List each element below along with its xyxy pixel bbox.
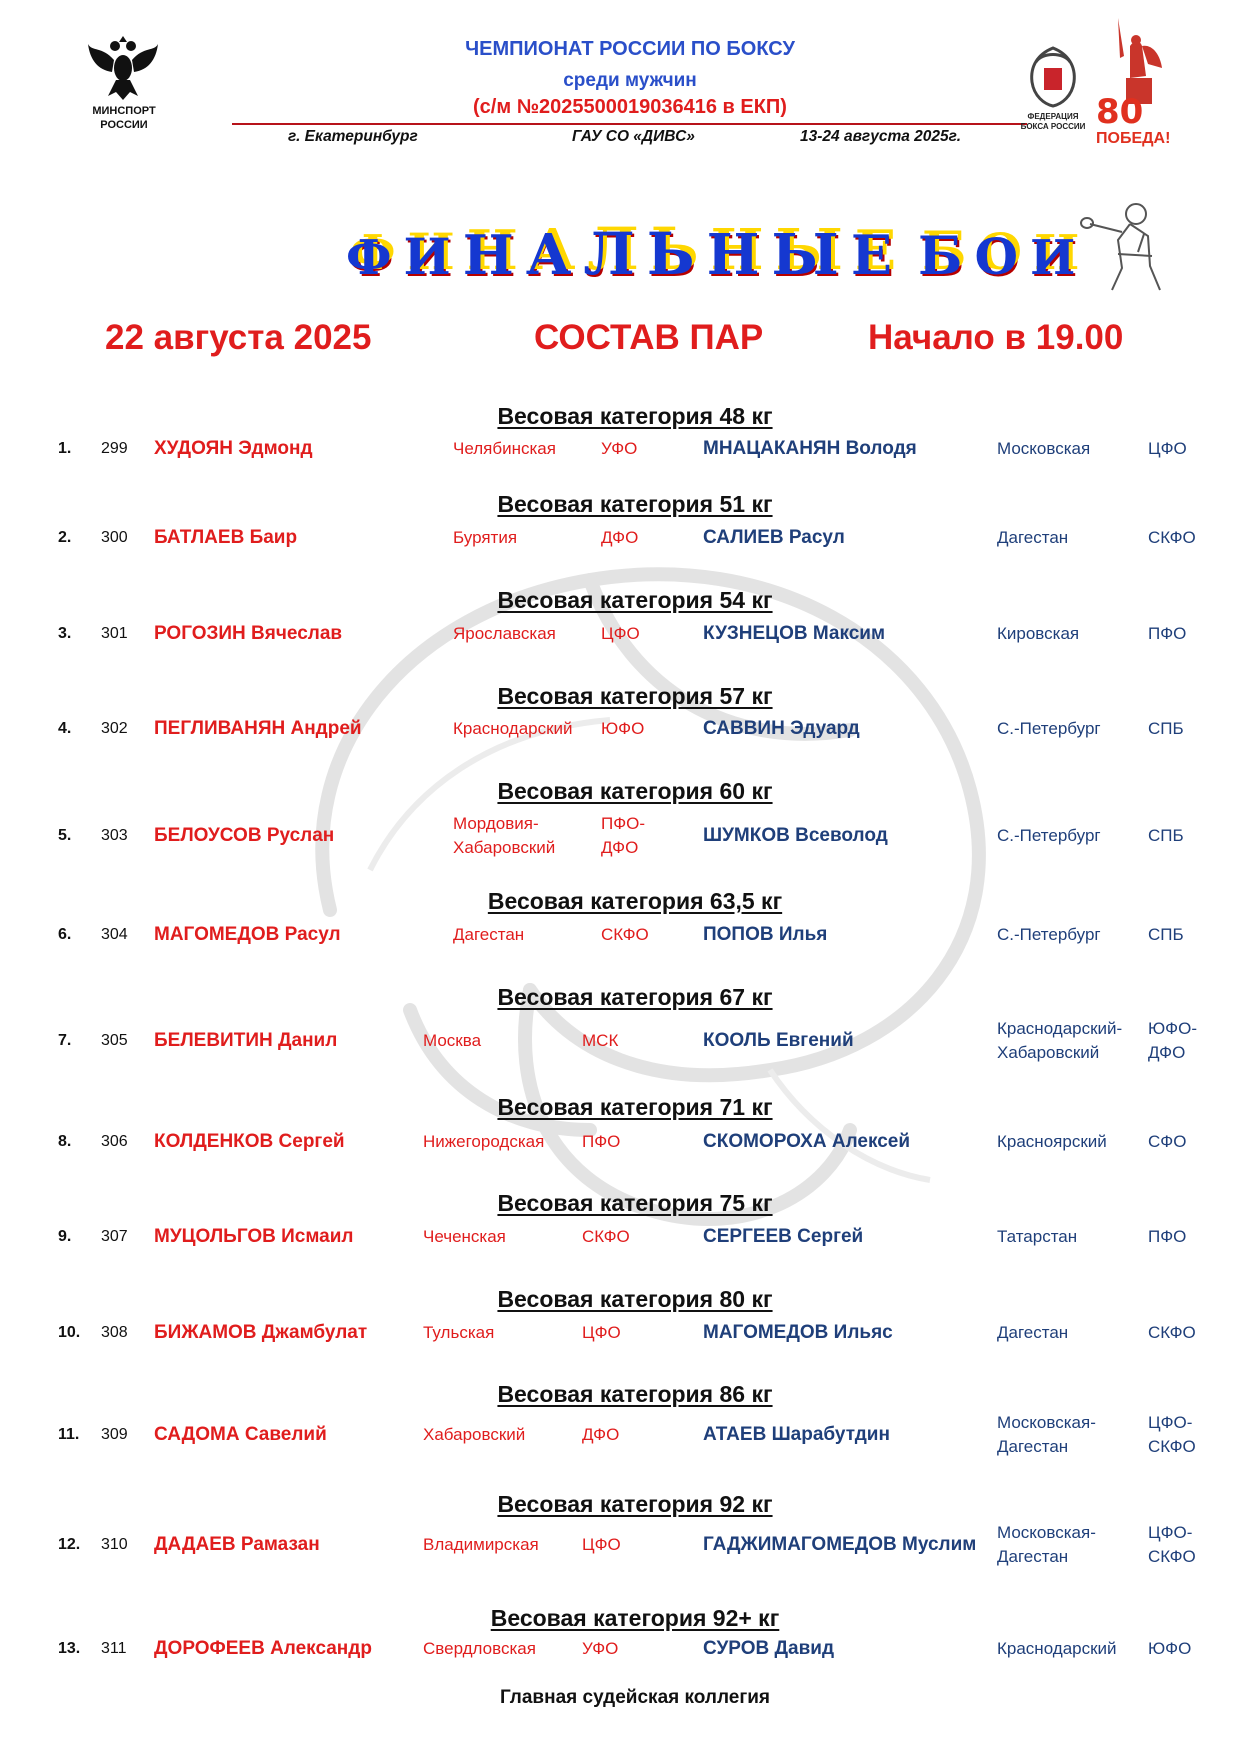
boxing-federation-emblem-icon [1022, 42, 1084, 110]
banner-letter: Ф [346, 230, 392, 286]
banner-letter: Н [706, 222, 760, 288]
red-corner-region: Дагестан [453, 925, 525, 944]
header-divider [232, 123, 1027, 125]
bout-row [0, 1115, 1241, 1169]
red-corner-district: ПФО- ДФО [601, 814, 646, 857]
weight-category-heading: Весовая категория 80 кг [497, 1286, 773, 1312]
weight-category-heading: Весовая категория 51 кг [497, 491, 773, 517]
bout-number: 11. [58, 1426, 80, 1443]
bout-row [0, 1622, 1241, 1676]
blue-corner-region: Дагестан [997, 528, 1069, 547]
red-corner-district: ЦФО [601, 624, 640, 643]
red-corner-name: ПЕГЛИВАНЯН Андрей [154, 718, 362, 739]
blue-corner-region: Татарстан [997, 1227, 1078, 1246]
event-city: г. Екатеринбург [288, 128, 418, 145]
blue-corner-region: Дагестан [997, 1323, 1069, 1342]
banner-letter: Ь [646, 220, 695, 288]
boxer-sketch-icon [1078, 196, 1174, 292]
bout-number: 2. [58, 529, 72, 546]
blue-corner-district: ПФО [1148, 624, 1187, 643]
weight-category-heading: Весовая категория 92+ кг [490, 1605, 780, 1631]
blue-corner-district: СКФО [1148, 528, 1196, 547]
bout-row [0, 1518, 1241, 1572]
weight-category-heading: Весовая категория 60 кг [497, 778, 773, 804]
red-corner-name: БЕЛЕВИТИН Данил [154, 1030, 338, 1051]
bout-code: 302 [101, 720, 128, 737]
bout-date: 22 августа 2025 [105, 318, 372, 357]
weight-category-heading: Весовая категория 92 кг [497, 1491, 773, 1517]
red-corner-name: БЕЛОУСОВ Руслан [154, 825, 335, 846]
blue-corner-name: ГАДЖИМАГОМЕДОВ Муслим [703, 1534, 977, 1555]
red-corner-name: РОГОЗИН Вячеслав [154, 623, 343, 644]
final-bouts-banner [340, 220, 1076, 288]
anniversary-badge-number: 80 [1096, 92, 1144, 132]
red-corner-region: Бурятия [453, 528, 518, 547]
banner-letter: Е [850, 223, 892, 287]
weight-category-heading: Весовая категория 48 кг [497, 403, 773, 429]
red-corner-region: Нижегородская [423, 1132, 545, 1151]
bout-number: 4. [58, 720, 72, 737]
bout-code: 311 [101, 1640, 127, 1657]
bout-code: 303 [101, 827, 128, 844]
blue-corner-name: СКОМОРОХА Алексей [703, 1131, 911, 1152]
red-corner-district: ДФО [601, 528, 639, 547]
blue-corner-name: ПОПОВ Илья [703, 924, 828, 945]
red-corner-district: ПФО [582, 1132, 621, 1151]
ekp-number: (с/м №2025500019036416 в ЕКП) [473, 96, 787, 118]
weight-category-heading: Весовая категория 86 кг [497, 1381, 773, 1407]
blue-corner-region: Кировская [997, 624, 1080, 643]
bout-row [0, 702, 1241, 756]
blue-corner-name: АТАЕВ Шарабутдин [703, 1424, 890, 1445]
red-corner-district: УФО [582, 1639, 619, 1658]
red-corner-region: Челябинская [453, 439, 556, 458]
red-corner-region: Москва [423, 1031, 482, 1050]
blue-corner-district: СПБ [1148, 719, 1184, 738]
red-corner-name: ХУДОЯН Эдмонд [154, 438, 313, 459]
bout-code: 304 [101, 926, 128, 943]
bout-code: 310 [101, 1536, 128, 1553]
blue-corner-region: С.-Петербург [997, 925, 1101, 944]
blue-corner-district: ЦФО [1148, 439, 1187, 458]
red-corner-name: БАТЛАЕВ Баир [154, 527, 298, 548]
blue-corner-region: Московская- Дагестан [997, 1523, 1096, 1566]
footer-judges: Главная судейская коллегия [499, 1687, 771, 1708]
bout-number: 9. [58, 1228, 72, 1245]
bout-row [0, 809, 1241, 863]
blue-corner-district: ПФО [1148, 1227, 1187, 1246]
banner-letter: Ы [771, 222, 839, 288]
bout-number: 3. [58, 625, 72, 642]
bout-number: 12. [58, 1536, 81, 1553]
blue-corner-region: Московская- Дагестан [997, 1413, 1096, 1456]
bout-number: 5. [58, 827, 72, 844]
banner-letter: Б [918, 226, 963, 287]
red-corner-region: Ярославская [453, 624, 556, 643]
red-corner-region: Владимирская [423, 1535, 539, 1554]
banner-letter: О [974, 227, 1018, 286]
bout-row [0, 1210, 1241, 1264]
blue-corner-district: СПБ [1148, 826, 1184, 845]
red-corner-region: Мордовия- Хабаровский [453, 814, 556, 857]
banner-letter: Н [462, 223, 514, 287]
championship-subtitle: среди мужчин [563, 70, 697, 91]
blue-corner-name: САВВИН Эдуард [703, 718, 860, 739]
red-corner-region: Тульская [423, 1323, 495, 1342]
pairs-heading: СОСТАВ ПАР [534, 318, 764, 357]
anniversary-badge-text: ПОБЕДА! [1096, 130, 1171, 147]
red-corner-region: Краснодарский [453, 719, 573, 738]
event-venue: ГАУ СО «ДИВС» [572, 128, 695, 145]
red-corner-region: Свердловская [423, 1639, 536, 1658]
bout-code: 308 [101, 1324, 128, 1341]
minsport-logo-text: МИНСПОРТ РОССИИ [92, 105, 156, 131]
blue-corner-name: КУЗНЕЦОВ Максим [703, 623, 886, 644]
event-dates: 13-24 августа 2025г. [800, 128, 962, 145]
red-corner-name: МАГОМЕДОВ Расул [154, 924, 341, 945]
blue-corner-region: С.-Петербург [997, 826, 1101, 845]
blue-corner-district: ЦФО- СКФО [1148, 1523, 1196, 1566]
red-corner-district: ЦФО [582, 1535, 621, 1554]
red-corner-district: УФО [601, 439, 638, 458]
blue-corner-name: САЛИЕВ Расул [703, 527, 845, 548]
bout-row [0, 1408, 1241, 1462]
red-corner-name: САДОМА Савелий [154, 1424, 327, 1445]
red-corner-name: ДАДАЕВ Рамазан [154, 1534, 320, 1555]
bout-row [0, 511, 1241, 565]
blue-corner-district: СФО [1148, 1132, 1187, 1151]
weight-category-heading: Весовая категория 75 кг [497, 1190, 773, 1216]
banner-letter: И [403, 227, 451, 286]
red-corner-name: БИЖАМОВ Джамбулат [154, 1322, 368, 1343]
blue-corner-name: ШУМКОВ Всеволод [703, 825, 888, 846]
start-time: Начало в 19.00 [868, 318, 1124, 357]
blue-corner-district: СПБ [1148, 925, 1184, 944]
bout-number: 8. [58, 1133, 72, 1150]
blue-corner-name: МНАЦАКАНЯН Володя [703, 438, 917, 459]
red-corner-name: ДОРОФЕЕВ Александр [154, 1638, 372, 1659]
bout-row [0, 908, 1241, 962]
bout-row [0, 607, 1241, 661]
red-corner-name: КОЛДЕНКОВ Сергей [154, 1131, 345, 1152]
blue-corner-district: ЦФО- СКФО [1148, 1413, 1196, 1456]
red-corner-district: СКФО [582, 1227, 630, 1246]
red-corner-district: ЦФО [582, 1323, 621, 1342]
weight-category-heading: Весовая категория 71 кг [497, 1094, 773, 1120]
bout-row [0, 1306, 1241, 1360]
weight-category-heading: Весовая категория 67 кг [497, 984, 773, 1010]
blue-corner-district: СКФО [1148, 1323, 1196, 1342]
weight-category-heading: Весовая категория 63,5 кг [487, 888, 783, 914]
blue-corner-region: Красноярский [997, 1132, 1107, 1151]
red-corner-district: МСК [582, 1031, 619, 1050]
weight-category-heading: Весовая категория 54 кг [497, 587, 773, 613]
bout-code: 299 [101, 440, 128, 457]
red-corner-name: МУЦОЛЬГОВ Исмаил [154, 1226, 354, 1247]
blue-corner-name: МАГОМЕДОВ Ильяс [703, 1322, 893, 1343]
bout-number: 1. [58, 440, 72, 457]
blue-corner-region: С.-Петербург [997, 719, 1101, 738]
weight-category-heading: Весовая категория 57 кг [497, 683, 773, 709]
bout-code: 301 [101, 625, 128, 642]
blue-corner-name: КООЛЬ Евгений [703, 1030, 854, 1051]
bout-code: 309 [101, 1426, 128, 1443]
bout-code: 307 [101, 1228, 128, 1245]
eagle-emblem-icon [84, 30, 162, 102]
boxing-federation-logo-text: ФЕДЕРАЦИЯ БОКСА РОССИИ [1020, 112, 1086, 131]
banner-letter: А [525, 222, 572, 288]
bout-number: 6. [58, 926, 72, 943]
bout-code: 305 [101, 1032, 128, 1049]
bout-code: 306 [101, 1133, 128, 1150]
bout-code: 300 [101, 529, 128, 546]
blue-corner-region: Московская [997, 439, 1091, 458]
banner-letter: Л [583, 220, 635, 288]
banner-letter: И [1030, 230, 1076, 286]
bout-row [0, 1014, 1241, 1068]
bout-number: 10. [58, 1324, 81, 1341]
blue-corner-district: ЮФО [1148, 1639, 1192, 1658]
championship-title: ЧЕМПИОНАТ РОССИИ ПО БОКСУ [465, 38, 795, 60]
blue-corner-name: СЕРГЕЕВ Сергей [703, 1226, 864, 1247]
bout-row [0, 422, 1241, 476]
red-corner-district: ДФО [582, 1425, 620, 1444]
red-corner-district: ЮФО [601, 719, 645, 738]
red-corner-district: СКФО [601, 925, 649, 944]
blue-corner-name: СУРОВ Давид [703, 1638, 835, 1659]
bout-number: 7. [58, 1032, 72, 1049]
bout-number: 13. [58, 1640, 81, 1657]
blue-corner-region: Краснодарский- Хабаровский [997, 1019, 1123, 1062]
red-corner-region: Чеченская [423, 1227, 506, 1246]
blue-corner-region: Краснодарский [997, 1639, 1117, 1658]
red-corner-region: Хабаровский [423, 1425, 526, 1444]
blue-corner-district: ЮФО- ДФО [1148, 1019, 1197, 1062]
